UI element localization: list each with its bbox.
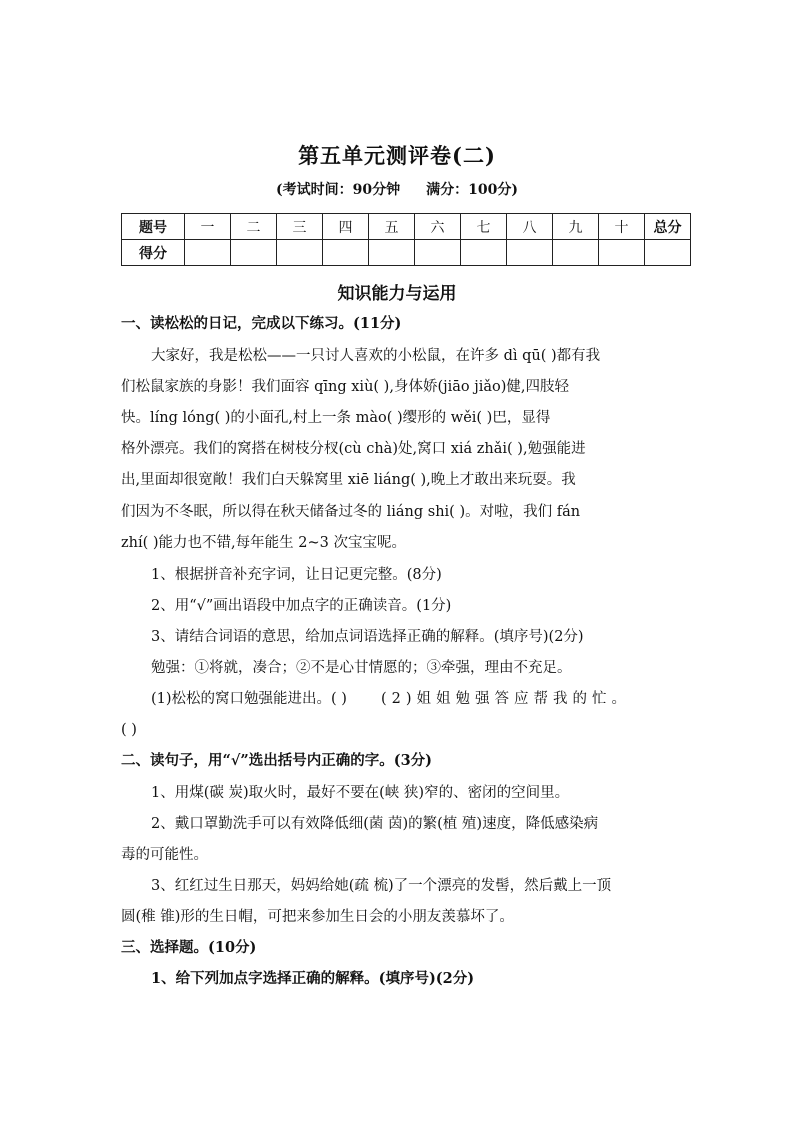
score-table-row1-label: 题号 [122,214,185,240]
q2-sentence-3-cont: 圆(稚 锥)形的生日帽，可把来参加生日会的小朋友羡慕坏了。 [121,909,514,925]
q1-sub2: 2、用“√”画出语段中加点字的正确读音。(1分) [151,598,452,614]
score-table-header: 十 [599,214,645,240]
score-table-header: 九 [553,214,599,240]
score-table-header: 六 [415,214,461,240]
q1-diary-line: zhí( )能力也不错,每年能生 2~3 次宝宝呢。 [121,535,406,551]
score-table-header: 七 [461,214,507,240]
q1-exercise-2-answer: ( ) [121,722,137,738]
exam-time: (考试时间：90分钟 [276,182,401,198]
q1-heading: 一、读松松的日记，完成以下练习。(11分) [121,315,402,332]
q1-diary-line: 格外漂亮。我们的窝搭在树枝分杈(cù chà)处,窝口 xiá zhǎi( ),勉强能进 [121,441,586,457]
score-cell[interactable] [645,240,691,266]
q1-diary-line: 快。líng lóng( )的小面孔,村上一条 mào( )缨形的 wěi( )巴，显得 [121,410,551,426]
q3-heading: 三、选择题。(10分) [121,939,257,956]
exam-title: 第五单元测评卷(二) [298,143,496,168]
q2-sentence-2-cont: 毒的可能性。 [121,847,208,863]
score-cell[interactable] [369,240,415,266]
score-table-header: 五 [369,214,415,240]
q1-meanings: 勉强：①将就，凑合；②不是心甘情愿的；③牵强，理由不充足。 [151,660,572,676]
score-table [121,213,691,266]
q1-diary-line: 大家好，我是松松——一只讨人喜欢的小松鼠，在许多 dì qū( )都有我 [151,348,601,364]
q1-diary-line: 们因为不冬眠，所以得在秋天储备过冬的 liáng shi( )。对啦，我们 fán [121,504,581,520]
score-table-header-row [122,214,691,240]
score-table-header: 二 [231,214,277,240]
score-table-score-row [122,240,691,266]
q2-heading: 二、读句子，用“√”选出括号内正确的字。(3分) [121,752,433,769]
score-table-row2-label: 得分 [122,240,185,266]
full-score: 满分：100分) [426,182,518,198]
score-cell[interactable] [599,240,645,266]
q1-diary-line: 们松鼠家族的身影！我们面容 qīng xiù( ),身体娇(jiāo jiǎo)健,四肢轻 [121,379,569,395]
score-table-header: 四 [323,214,369,240]
q1-sub3: 3、请结合词语的意思，给加点词语选择正确的解释。(填序号)(2分) [151,629,584,645]
q2-sentence-2: 2、戴口罩勤洗手可以有效降低细(菌 茵)的繁(植 殖)速度，降低感染病 [151,816,599,832]
q1-sub1: 1、根据拼音补充字词，让日记更完整。(8分) [151,567,442,583]
q1-diary-line: 出,里面却很宽敞！我们白天躲窝里 xiē liáng( ),晚上才敢出来玩耍。我 [121,472,576,488]
score-table-header-total: 总分 [645,214,691,240]
score-cell[interactable] [507,240,553,266]
score-cell[interactable] [277,240,323,266]
q2-sentence-3: 3、红红过生日那天，妈妈给她(疏 梳)了一个漂亮的发髻，然后戴上一顶 [151,878,612,894]
score-table-header: 一 [185,214,231,240]
q2-sentence-1: 1、用煤(碳 炭)取火时，最好不要在(峡 狭)窄的、密闭的空间里。 [151,785,570,801]
score-cell[interactable] [185,240,231,266]
section-title: 知识能力与运用 [337,284,457,304]
score-cell[interactable] [323,240,369,266]
score-table-header: 八 [507,214,553,240]
q1-exercise-1: (1)松松的窝口勉强能进出。( ) [151,691,347,707]
score-cell[interactable] [415,240,461,266]
exam-subtitle [0,179,794,199]
score-table-header: 三 [277,214,323,240]
score-cell[interactable] [231,240,277,266]
q1-exercise-row [151,689,681,709]
score-cell[interactable] [553,240,599,266]
q3-sub1: 1、给下列加点字选择正确的解释。(填序号)(2分) [151,970,475,987]
q1-exercise-2: (2)姐姐勉强答应帮我的忙。 [380,691,632,707]
score-cell[interactable] [461,240,507,266]
